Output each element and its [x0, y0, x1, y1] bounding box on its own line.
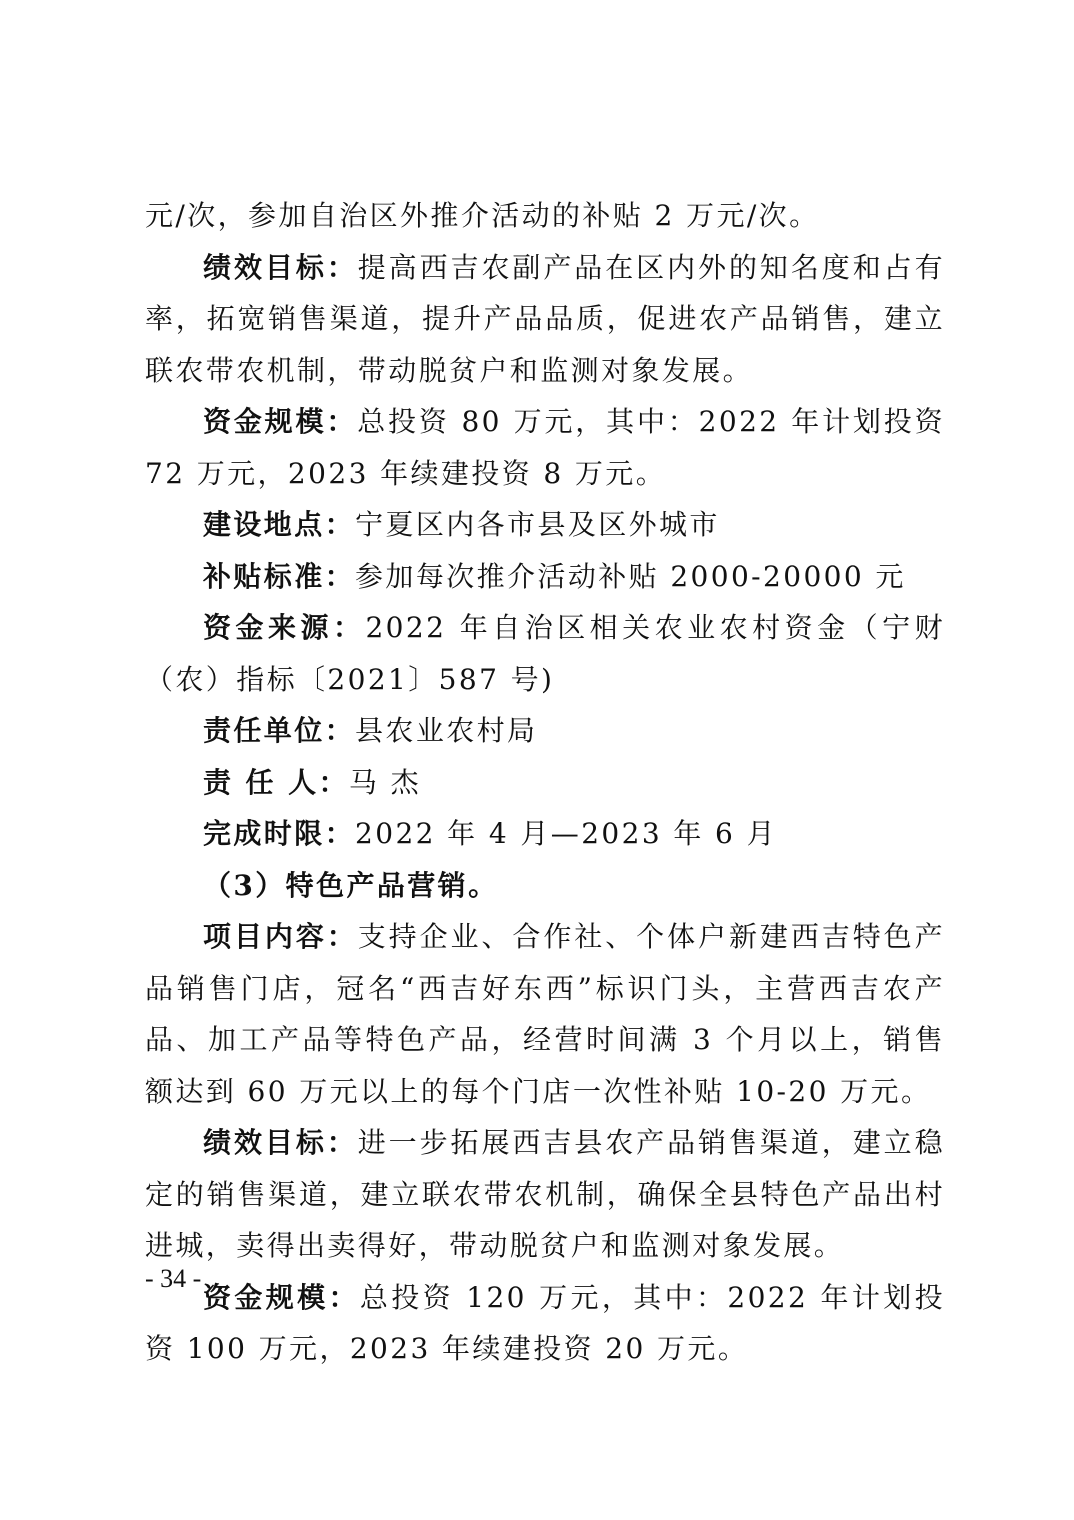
paragraph-subsidy-standard	[145, 551, 945, 603]
paragraph-text: 马 杰	[348, 765, 422, 799]
paragraph-funding-source	[145, 602, 945, 705]
paragraph-label: 完成时限：	[203, 817, 356, 850]
paragraph-label: 绩效目标：	[203, 250, 358, 284]
paragraph-text: 2022 年 4 月—2023 年 6 月	[355, 817, 777, 850]
paragraph-text: 支持企业、合作社、个体户新建西吉特色产品销售门店，冠名“西吉好东西”标识门头，主营西吉农产品、加工产品等特色产品，经营时间满 3 个月以上，销售额达到 60 万元以上的每个门店一次性补贴 10-20 万元。	[145, 920, 945, 1108]
paragraph-label: 建设地点：	[203, 508, 356, 541]
paragraph-performance-goal	[145, 242, 945, 397]
paragraph-label: 资金规模：	[203, 405, 358, 438]
paragraph-text: 参加每次推介活动补贴 2000-20000 元	[355, 559, 906, 593]
paragraph-text: 总投资 120 万元，其中：2022 年计划投资 100 万元，2023 年续建投资 20 万元。	[145, 1280, 945, 1365]
paragraph-responsible-unit	[145, 705, 945, 757]
paragraph-text: 提高西吉农副产品在区内外的知名度和占有率，拓宽销售渠道，提升产品品质，促进农产品销售，建立联农带农机制，带动脱贫户和监测对象发展。	[145, 250, 945, 387]
paragraph-text: 县农业农村局	[355, 714, 538, 747]
paragraph-label: 绩效目标：	[203, 1126, 358, 1159]
paragraph-location	[145, 499, 945, 551]
paragraph-performance-goal-2	[145, 1117, 945, 1272]
paragraph-text: 总投资 80 万元，其中：2022 年计划投资 72 万元，2023 年续建投资 8 万元。	[145, 405, 945, 490]
paragraph-label: 资金规模：	[203, 1280, 360, 1314]
document-body	[145, 190, 945, 1375]
paragraph-text: 进一步拓展西吉县农产品销售渠道，建立稳定的销售渠道，建立联农带农机制，确保全县特色产品出村进城，卖得出卖得好，带动脱贫户和监测对象发展。	[145, 1126, 945, 1262]
paragraph-project-content	[145, 911, 945, 1117]
paragraph-text: 2022 年自治区相关农业农村资金（宁财（农）指标〔2021〕587 号)	[145, 611, 945, 696]
paragraph-label: 责 任 人：	[203, 765, 349, 799]
paragraph-label: 资金来源：	[203, 611, 366, 644]
page-number: - 34 -	[145, 1264, 202, 1293]
paragraph-label: 补贴标准：	[203, 559, 356, 593]
paragraph-funding-scale-2	[145, 1272, 945, 1375]
paragraph-funding-scale	[145, 396, 945, 499]
paragraph-deadline	[145, 808, 945, 860]
paragraph-responsible-person	[145, 757, 945, 809]
paragraph-label: 责任单位：	[203, 714, 356, 747]
paragraph-text: 元/次，参加自治区外推介活动的补贴 2 万元/次。	[145, 199, 820, 232]
paragraph-text: 宁夏区内各市县及区外城市	[355, 508, 720, 541]
paragraph-label: 项目内容：	[203, 920, 358, 953]
section-heading: （3）特色产品营销。	[203, 868, 499, 902]
paragraph-continuation	[145, 190, 945, 242]
